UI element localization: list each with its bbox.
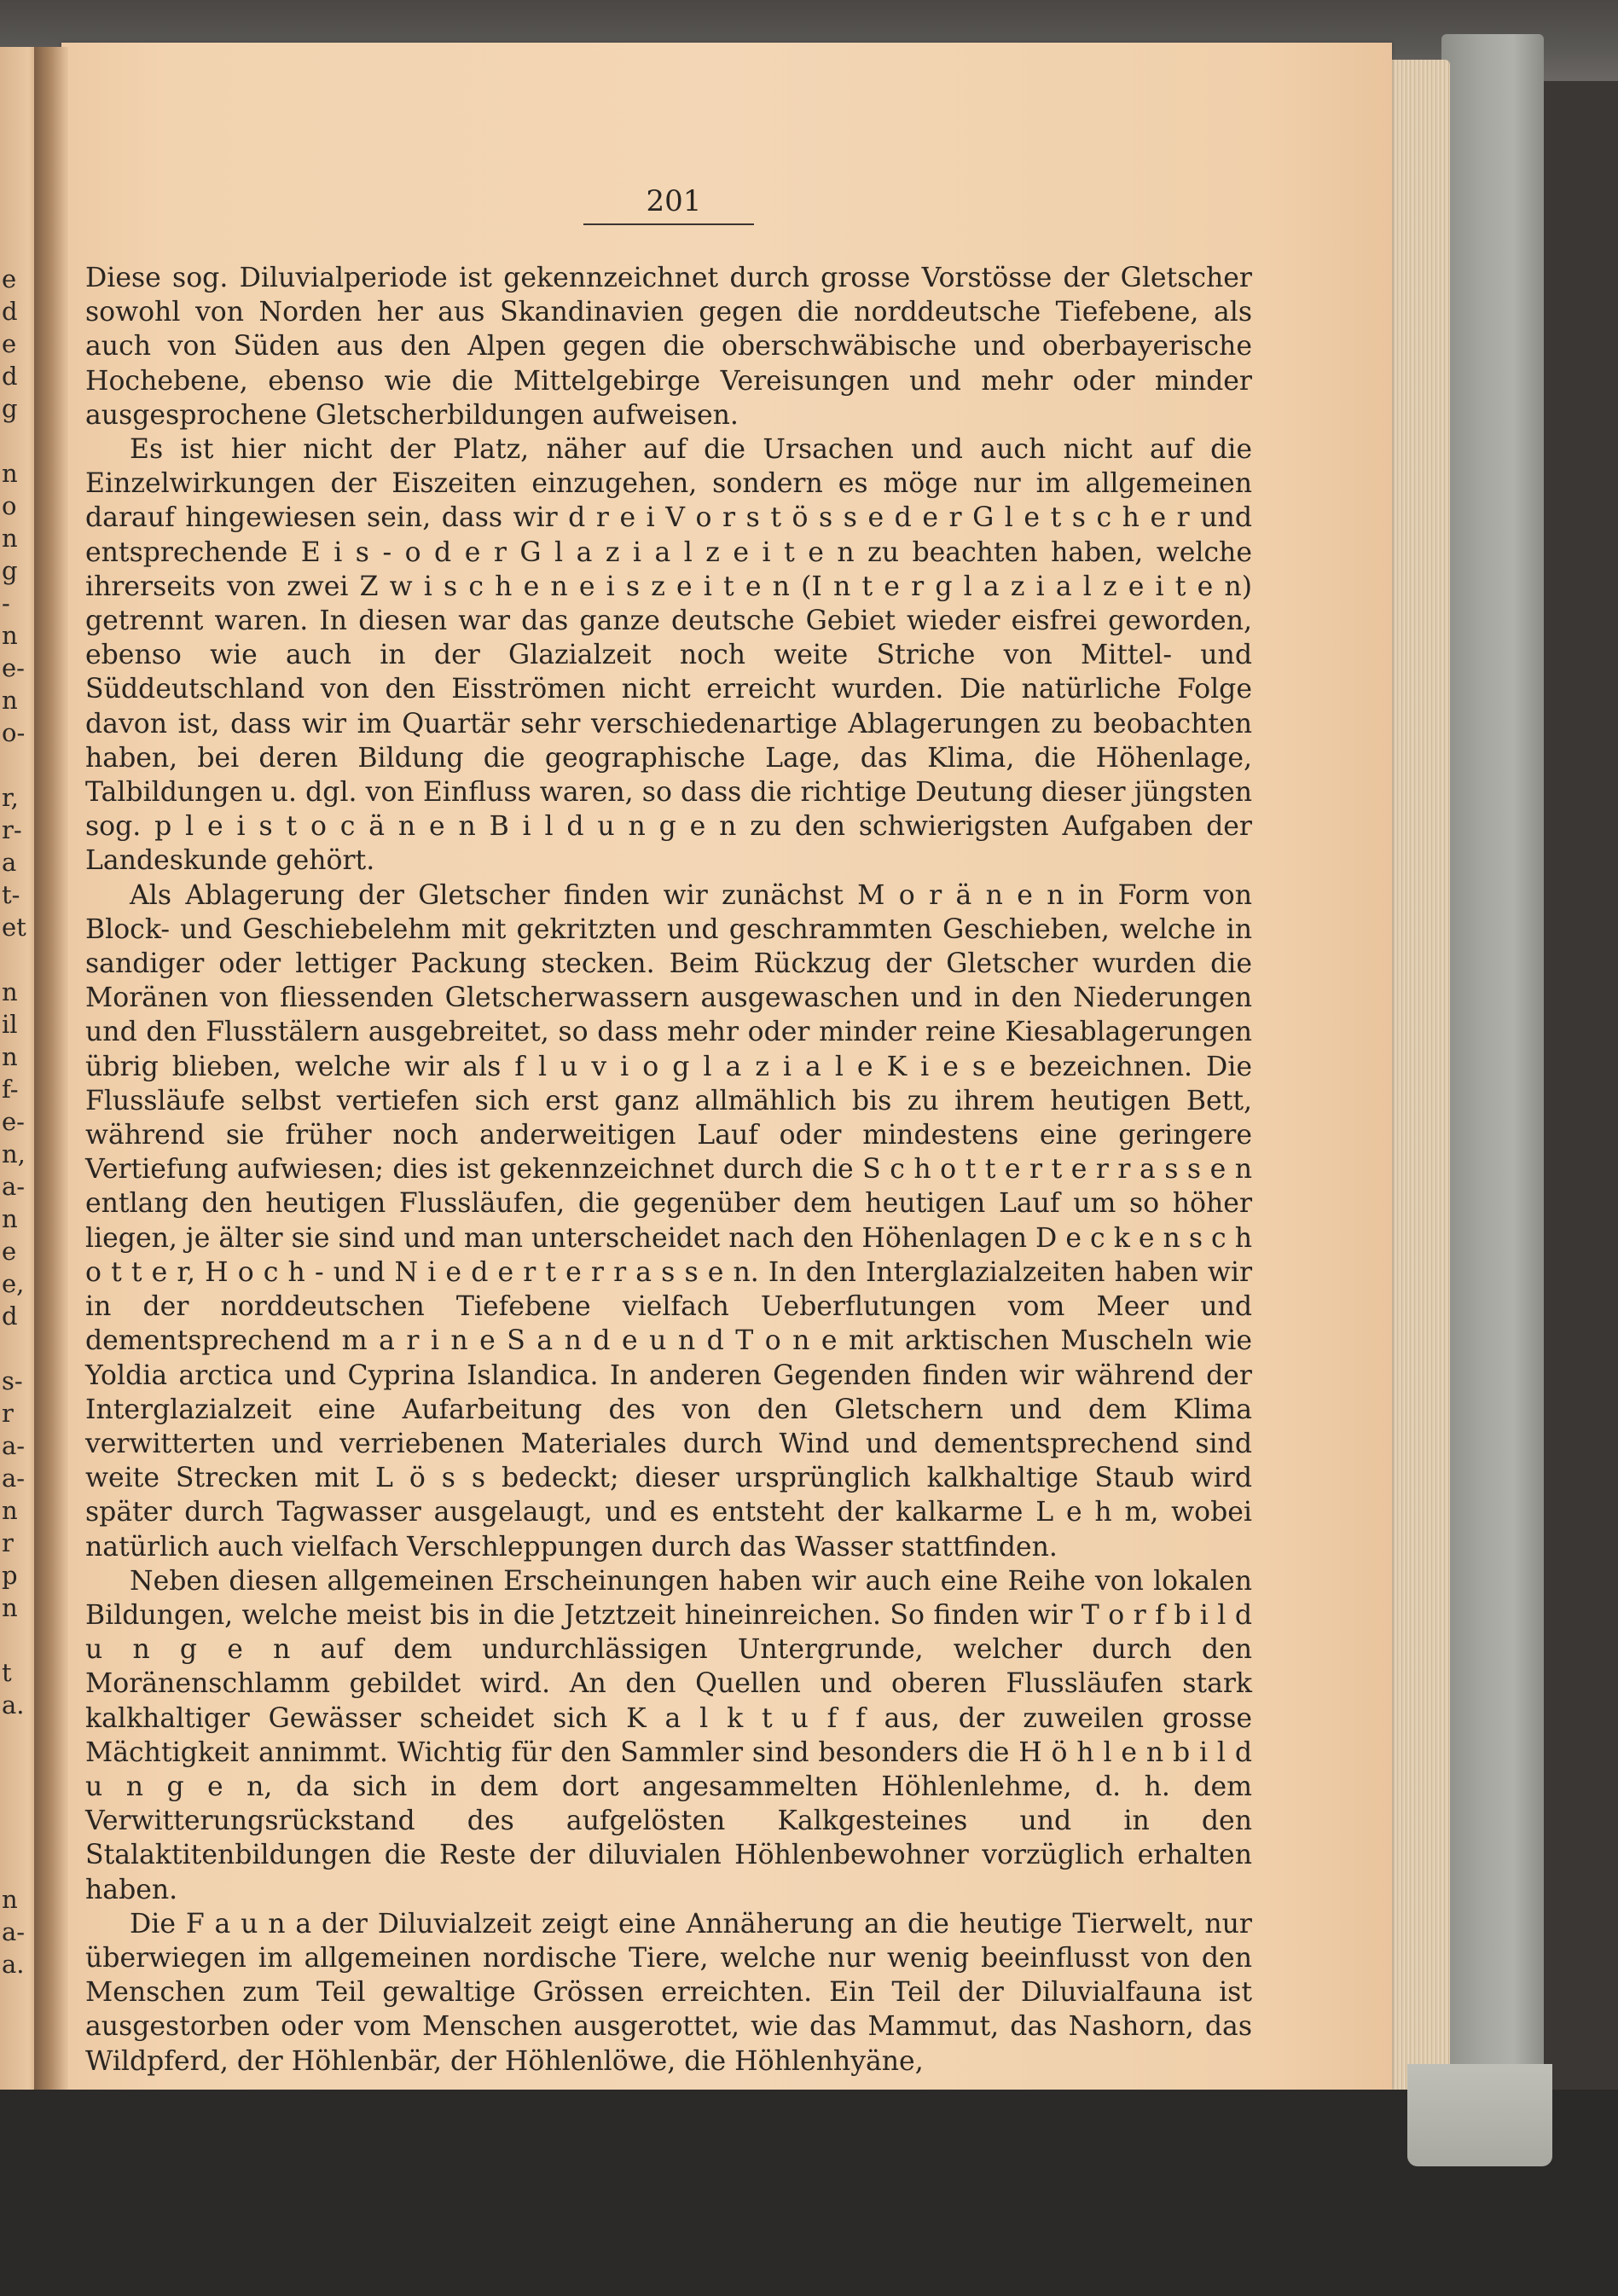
book-cover-corner — [1407, 2064, 1552, 2166]
margin-fragment: r — [2, 1399, 14, 1428]
margin-fragment: a- — [2, 1917, 26, 1946]
margin-fragment: n — [2, 524, 18, 553]
header-rule — [583, 223, 754, 225]
margin-fragment — [2, 1818, 32, 1851]
body-text — [85, 261, 1252, 2079]
margin-fragment: n — [2, 686, 18, 715]
paragraph: Diese sog. Diluvialperiode ist gekennzeichnet durch grosse Vorstösse der Gletscher sowohl von Norden her aus Skandinavien gegen die norddeutsche Tiefebene, als auch von Süden aus den Alpen gegen die oberschwäbische und oberbayerische Hochebene, ebenso wie die Mittelgebirge Vereisungen und mehr oder minder ausgesprochene Gletscherbildungen aufweisen. — [85, 263, 1252, 431]
margin-fragment — [2, 1332, 32, 1365]
margin-fragment: a- — [2, 1431, 26, 1460]
margin-fragment — [2, 1754, 32, 1786]
margin-fragment: e- — [2, 1107, 25, 1136]
margin-fragment: s- — [2, 1366, 23, 1395]
margin-fragment: f- — [2, 1075, 19, 1104]
margin-fragment — [2, 749, 32, 781]
margin-fragment — [2, 425, 32, 457]
margin-fragment: t- — [2, 880, 20, 909]
page-number: 201 — [646, 184, 702, 218]
margin-fragment: o — [2, 491, 17, 520]
margin-fragment — [2, 1851, 32, 1883]
margin-fragment: - — [2, 588, 10, 617]
paragraph: Es ist hier nicht der Platz, näher auf die Ursachen und auch nicht auf die Einzelwirkungen der Eiszeiten einzugehen, sondern es möge nur im allgemeinen darauf hingewiesen sein, dass wir d r e i V o r s t ö s s e d e r G l e t s c h e r und entsprechende E i s - o d e r G l a z i a l z e i t e n zu beachten haben, welche ihrerseits von zwei Z w i s c h e n e i s z e i t e n (I n t e r g l a z i a l z e i t e n) getrennt waren. In diesen war das ganze deutsche Gebiet wieder eisfrei geworden, ebenso wie auch in der Glazialzeit noch weite Striche von Mittel- und Süddeutschland von den Eisströmen nicht erreicht wurden. Die natürliche Folge davon ist, dass wir im Quartär sehr verschiedenartige Ablagerungen zu beobachten haben, bei deren Bildung die geographische Lage, das Klima, die Höhenlage, Talbildungen u. dgl. von Einfluss waren, so dass die richtige Deutung dieser jüngsten sog. p l e i s t o c ä n e n B i l d u n g e n zu den schwierigsten Aufgaben der Landeskunde gehört. — [85, 434, 1252, 877]
margin-fragment: e, — [2, 1269, 25, 1298]
margin-fragment: e- — [2, 653, 25, 682]
margin-fragment: g — [2, 394, 18, 423]
margin-fragment: il — [2, 1010, 18, 1039]
margin-fragment: r, — [2, 783, 19, 812]
margin-fragment: r — [2, 1528, 14, 1557]
margin-fragment: a- — [2, 1172, 26, 1201]
margin-fragment: n — [2, 1496, 18, 1525]
margin-fragment: t — [2, 1658, 12, 1687]
margin-fragment — [2, 943, 32, 976]
facing-page-fragments — [2, 263, 32, 1980]
margin-fragment: a. — [2, 1690, 25, 1719]
margin-fragment: e — [2, 1237, 17, 1266]
margin-fragment: n — [2, 1593, 18, 1622]
margin-fragment — [2, 1721, 32, 1754]
paragraph: Neben diesen allgemeinen Erscheinungen haben wir auch eine Reihe von lokalen Bildungen, welche meist bis in die Jetztzeit hineinreichen. So finden wir T o r f b i l d u n g e n auf dem undurchlässigen Untergrunde, welcher durch den Moränenschlamm gebildet wird. An den Quellen und oberen Flussläufen stark kalkhaltiger Gewässer scheidet sich K a l k t u f f aus, der zuweilen grosse Mächtigkeit annimmt. Wichtig für den Sammler sind besonders die H ö h l e n b i l d u n g e n, da sich in dem dort angesammelten Höhlenlehme, d. h. dem Verwitterungsrückstand des aufgelösten Kalkgesteines und in den Stalaktitenbildungen die Reste der diluvialen Höhlenbewohner vorzüglich erhalten haben. — [85, 1565, 1252, 1905]
margin-fragment: d — [2, 297, 18, 326]
margin-fragment — [2, 1786, 32, 1818]
margin-fragment: a. — [2, 1950, 25, 1979]
margin-fragment: n — [2, 1885, 18, 1914]
margin-fragment: d — [2, 1302, 18, 1331]
book-gutter — [34, 47, 68, 2137]
margin-fragment: n — [2, 459, 18, 488]
margin-fragment: n, — [2, 1139, 26, 1168]
margin-fragment: p — [2, 1561, 18, 1590]
margin-fragment: g — [2, 556, 18, 585]
margin-fragment: e — [2, 264, 17, 293]
margin-fragment: n — [2, 1204, 18, 1233]
margin-fragment: o- — [2, 718, 26, 747]
paragraph: Als Ablagerung der Gletscher finden wir zunächst M o r ä n e n in Form von Block- und Geschiebelehm mit gekritzten und geschrammten Geschieben, welche in sandiger oder lettiger Packung stecken. Beim Rückzug der Gletscher wurden die Moränen von fliessenden Gletscherwassern ausgewaschen und in den Niederungen und den Flusstälern ausgebreitet, so dass mehr oder minder reine Kiesablagerungen übrig blieben, welche wir als f l u v i o g l a z i a l e K i e s e bezeichnen. Die Flussläufe selbst vertiefen sich erst ganz allmählich bis zu ihrem heutigen Bett, während sie früher noch anderweitigen Lauf oder mindestens eine geringere Vertiefung aufwiesen; dies ist gekennzeichnet durch die S c h o t t e r t e r r a s s e n entlang den heutigen Flussläufen, die gegenüber dem heutigen Lauf um so höher liegen, je älter sie sind und man unterscheidet nach den Höhenlagen D e c k e n s c h o t t e r, H o c h - und N i e d e r t e r r a s s e n. In den Interglazialzeiten haben wir in der norddeutschen Tiefebene vielfach Ueberflutungen vom Meer und dementsprechend m a r i n e S a n d e u n d T o n e mit arktischen Muscheln wie Yoldia arctica und Cyprina Islandica. In anderen Gegenden finden wir während der Interglazialzeit eine Aufarbeitung des von den Gletschern und dem Klima verwitterten und verriebenen Materiales durch Wind und dementsprechend sind weite Strecken mit L ö s s bedeckt; dieser ursprünglich kalkhaltige Staub wird später durch Tagwasser ausgelaugt, und es entsteht der kalkarme L e h m, wobei natürlich auch vielfach Verschleppungen durch das Wasser stattfinden. — [85, 879, 1252, 1563]
margin-fragment: et — [2, 913, 26, 942]
margin-fragment — [2, 1624, 32, 1656]
margin-fragment: a- — [2, 1464, 26, 1493]
margin-fragment: n — [2, 977, 18, 1006]
margin-fragment: e — [2, 329, 17, 358]
paragraph: Die F a u n a der Diluvialzeit zeigt eine Annäherung an die heutige Tierwelt, nur überwiegen im allgemeinen nordische Tiere, welche nur wenig beeinflusst von den Menschen zum Teil gewaltige Grössen erreichten. Ein Teil der Diluvialfauna ist ausgestorben oder vom Menschen ausgerottet, wie das Mammut, das Nashorn, das Wildpferd, der Höhlenbär, der Höhlenlöwe, die Höhlenhyäne, — [85, 1908, 1252, 2077]
margin-fragment: n — [2, 621, 18, 650]
margin-fragment: d — [2, 362, 18, 391]
margin-fragment: a — [2, 848, 17, 877]
margin-fragment: n — [2, 1042, 18, 1071]
margin-fragment: r- — [2, 815, 22, 844]
book-cover-edge — [1441, 34, 1544, 2081]
scan-background-bottom — [0, 2090, 1618, 2296]
